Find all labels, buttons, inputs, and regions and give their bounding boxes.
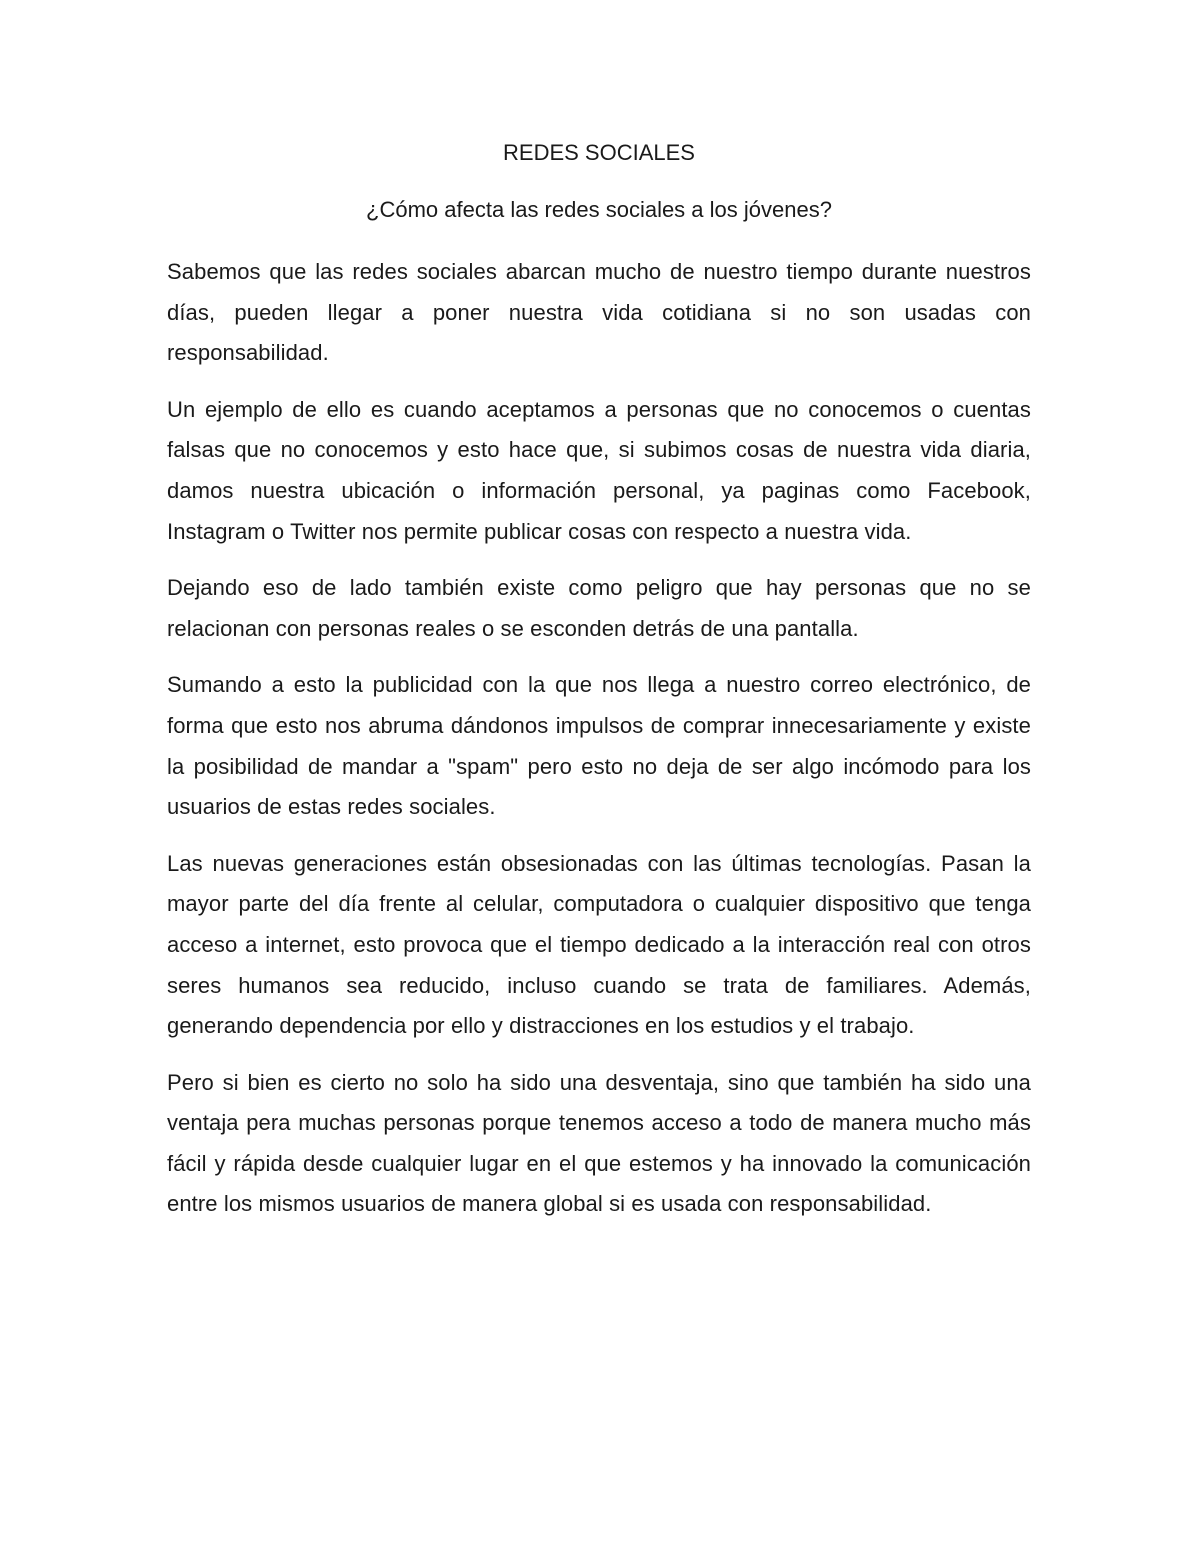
- paragraph-1: Sabemos que las redes sociales abarcan mucho de nuestro tiempo durante nuestros días, pueden llegar a poner nuestra vida cotidiana si no son usadas con responsabilidad.: [167, 259, 1031, 366]
- paragraph-6: Pero si bien es cierto no solo ha sido una desventaja, sino que también ha sido una ventaja pera muchas personas porque tenemos acceso a todo de manera mucho más fácil y rápida desde cualquier lugar en el que estemos y ha innovado la comunicación entre los mismos usuarios de manera global si es usada con responsabilidad.: [167, 1069, 1031, 1217]
- paragraph-4: Sumando a esto la publicidad con la que nos llega a nuestro correo electrónico, de forma que esto nos abruma dándonos impulsos de comprar innecesariamente y existe la posibilidad de mandar a "spam" pero esto no deja de ser algo incómodo para los usuarios de estas redes sociales.: [167, 672, 1031, 820]
- paragraph-5: Las nuevas generaciones están obsesionadas con las últimas tecnologías. Pasan la mayor parte del día frente al celular, computadora o cualquier dispositivo que tenga acceso a internet, esto provoca que el tiempo dedicado a la interacción real con otros seres humanos sea reducido, incluso cuando se trata de familiares. Además, generando dependencia por ello y distracciones en los estudios y el trabajo.: [167, 850, 1031, 1039]
- document-title: REDES SOCIALES: [503, 140, 695, 165]
- paragraph-3: Dejando eso de lado también existe como peligro que hay personas que no se relacionan con personas reales o se esconden detrás de una pantalla.: [167, 575, 1031, 641]
- document-body: [167, 138, 1031, 1241]
- paragraph-2: Un ejemplo de ello es cuando aceptamos a personas que no conocemos o cuentas falsas que no conocemos y esto hace que, si subimos cosas de nuestra vida diaria, damos nuestra ubicación o información personal, ya paginas como Facebook, Instagram o Twitter nos permite publicar cosas con respecto a nuestra vida.: [167, 396, 1031, 544]
- document-subtitle: ¿Cómo afecta las redes sociales a los jóvenes?: [366, 197, 832, 222]
